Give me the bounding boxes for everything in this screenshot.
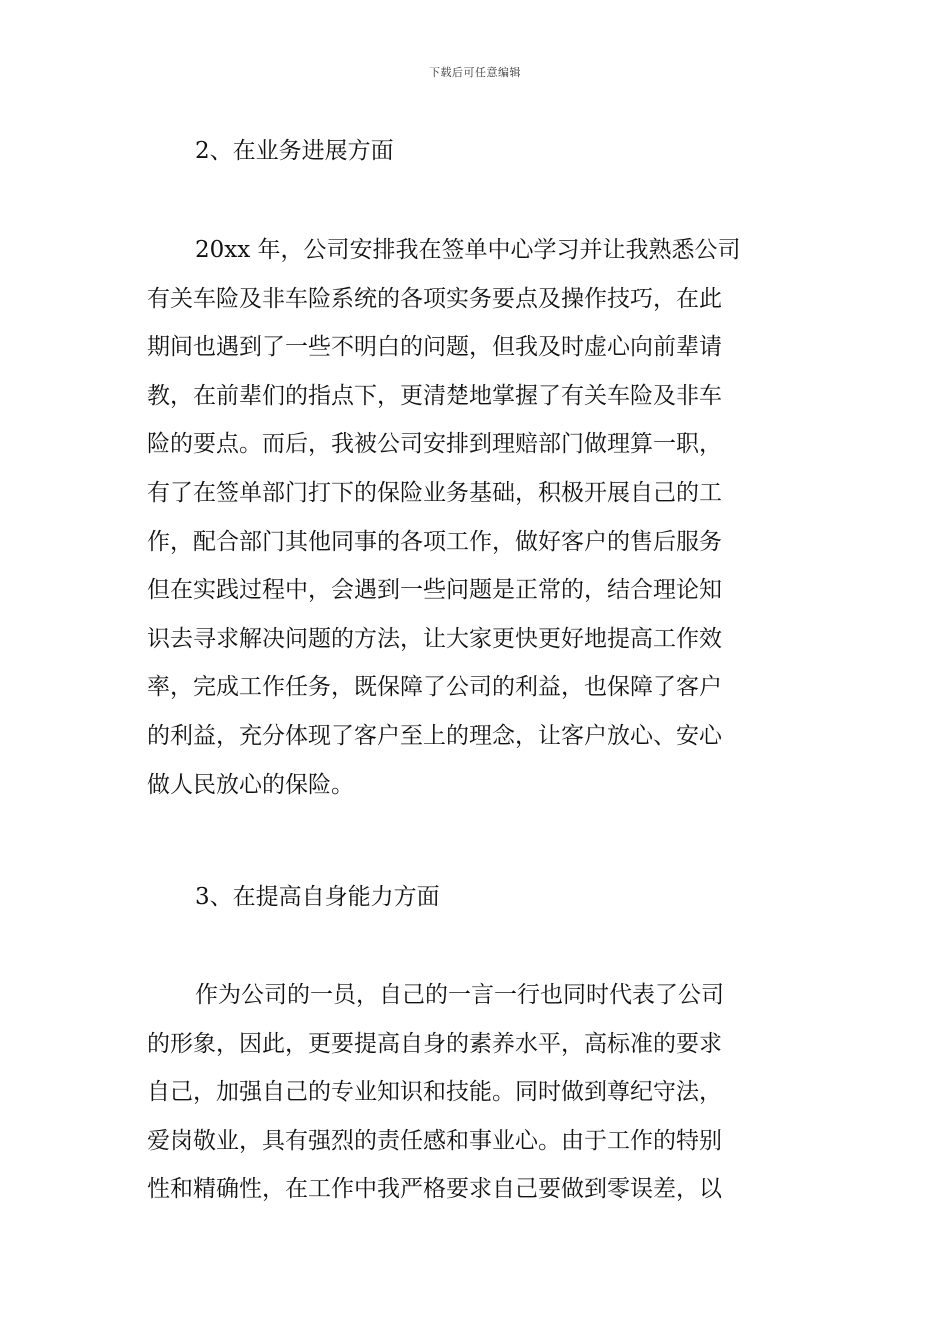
- paragraph-line: 教，在前辈们的指点下，更清楚地掌握了有关车险及非车: [147, 382, 722, 409]
- paragraph-line: 有关车险及非车险系统的各项实务要点及操作技巧，在此: [147, 285, 722, 312]
- paragraph-line: 的形象，因此，更要提高自身的素养水平，高标准的要求: [147, 1030, 722, 1057]
- paragraph-line: 20xx 年，公司安排我在签单中心学习并让我熟悉公司: [195, 237, 741, 263]
- paragraph-line: 爱岗敬业，具有强烈的责任感和事业心。由于工作的特别: [147, 1127, 722, 1154]
- section-heading-business-progress: 2、在业务进展方面: [195, 138, 394, 164]
- paragraph-line: 做人民放心的保险。: [147, 771, 354, 798]
- page-header-note: 下载后可任意编辑: [429, 66, 521, 79]
- paragraph-line: 险的要点。而后，我被公司安排到理赔部门做理算一职，: [147, 431, 722, 458]
- paragraph-line: 但在实践过程中，会遇到一些问题是正常的，结合理论知: [147, 577, 722, 604]
- paragraph-self-improvement: [147, 971, 807, 1214]
- paragraph-line: 期间也遇到了一些不明白的问题，但我及时虚心向前辈请: [147, 334, 722, 361]
- paragraph-line: 率，完成工作任务，既保障了公司的利益，也保障了客户: [147, 674, 722, 701]
- paragraph-line: 作，配合部门其他同事的各项工作，做好客户的售后服务: [147, 528, 722, 555]
- paragraph-line: 作为公司的一员，自己的一言一行也同时代表了公司: [195, 982, 724, 1008]
- paragraph-line: 性和精确性，在工作中我严格要求自己要做到零误差，以: [147, 1176, 722, 1203]
- paragraph-line: 有了在签单部门打下的保险业务基础，积极开展自己的工: [147, 479, 722, 506]
- section-heading-self-improvement: 3、在提高自身能力方面: [195, 884, 440, 910]
- paragraph-line: 自己，加强自己的专业知识和技能。同时做到尊纪守法，: [147, 1079, 722, 1106]
- paragraph-line: 的利益，充分体现了客户至上的理念，让客户放心、安心: [147, 722, 722, 749]
- paragraph-line: 识去寻求解决问题的方法，让大家更快更好地提高工作效: [147, 625, 722, 652]
- paragraph-business-progress: [147, 226, 807, 809]
